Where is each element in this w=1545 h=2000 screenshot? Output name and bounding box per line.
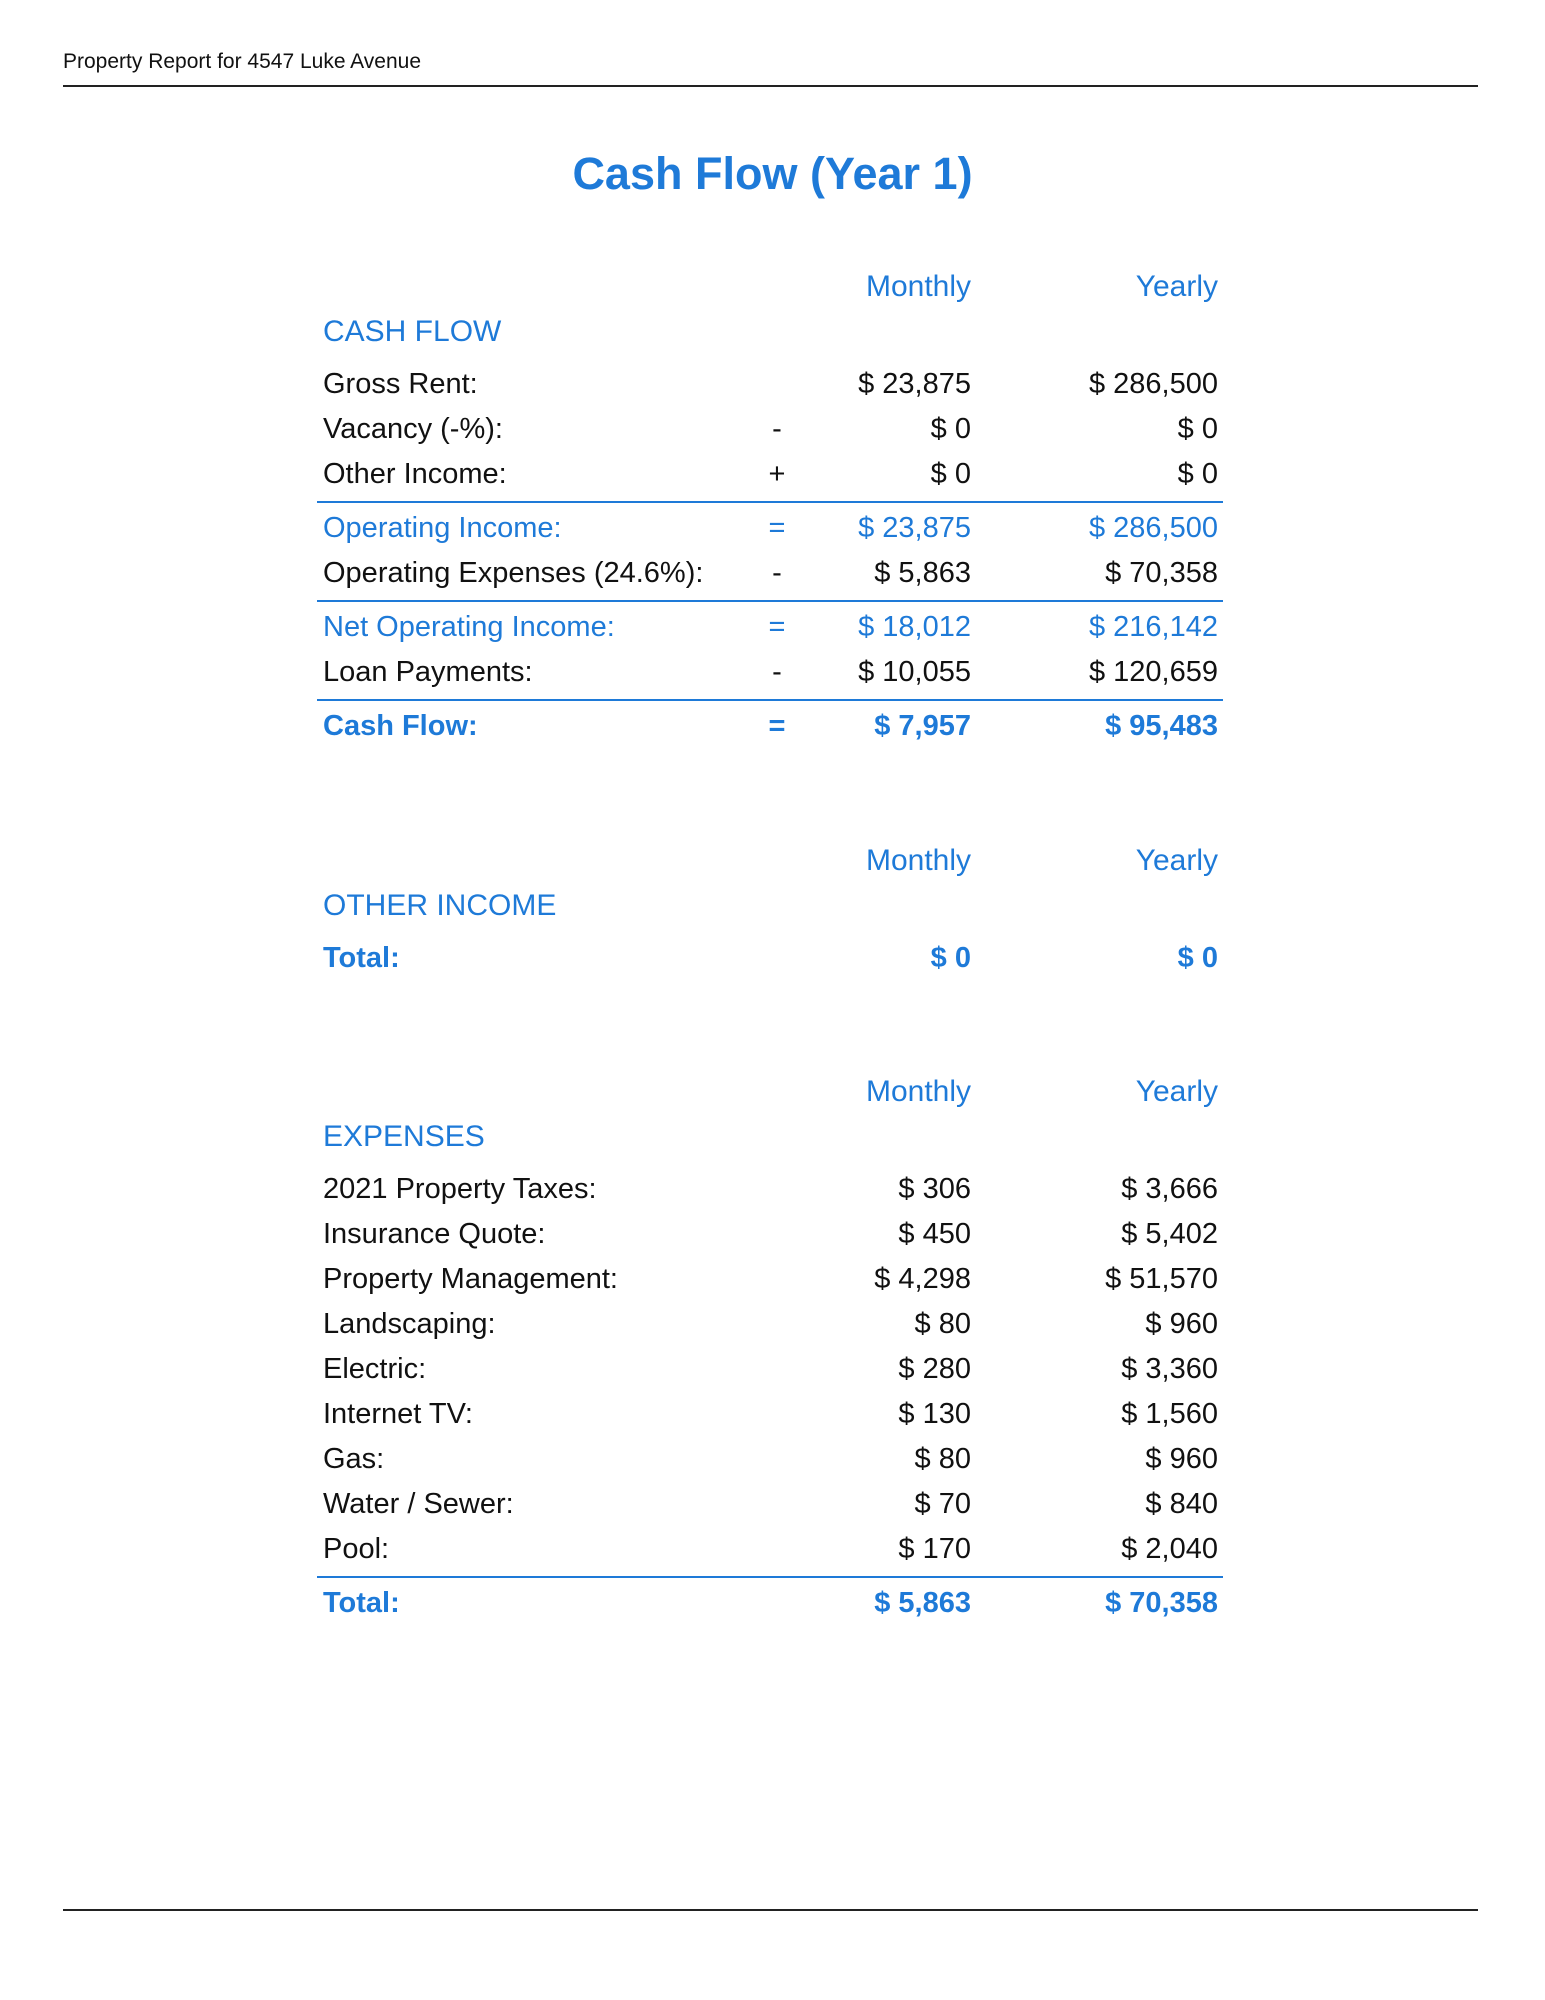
- row-operator: -: [772, 413, 782, 445]
- row-label: Gross Rent:: [323, 368, 478, 400]
- monthly-column-header: Monthly: [865, 844, 971, 877]
- yearly-value: $ 51,570: [1105, 1263, 1218, 1295]
- row-label: Insurance Quote:: [323, 1218, 546, 1250]
- monthly-value: $ 450: [898, 1218, 971, 1250]
- table-row: [317, 413, 1223, 453]
- monthly-value: $ 23,875: [858, 368, 971, 400]
- table-row: [317, 1353, 1223, 1393]
- table-row: [317, 557, 1223, 597]
- divider: [317, 600, 1223, 602]
- row-label: Landscaping:: [323, 1308, 496, 1340]
- row-label: 2021 Property Taxes:: [323, 1173, 597, 1205]
- yearly-value: $ 70,358: [1105, 1587, 1218, 1619]
- section-label: OTHER INCOME: [323, 889, 557, 922]
- page-title: Cash Flow (Year 1): [572, 148, 973, 199]
- table-row: [317, 1263, 1223, 1303]
- row-label: Cash Flow:: [323, 710, 478, 742]
- table-row: [317, 1488, 1223, 1528]
- monthly-value: $ 4,298: [874, 1263, 971, 1295]
- yearly-value: $ 120,659: [1088, 656, 1218, 688]
- yearly-value: $ 70,358: [1105, 557, 1218, 589]
- yearly-value: $ 1,560: [1121, 1398, 1218, 1430]
- monthly-value: $ 0: [930, 458, 971, 490]
- row-operator: =: [768, 611, 786, 643]
- row-label: Vacancy (-%):: [323, 413, 503, 445]
- row-label: Operating Expenses (24.6%):: [323, 557, 704, 589]
- yearly-column-header: Yearly: [1135, 270, 1218, 303]
- row-label: Total:: [323, 1587, 400, 1619]
- table-row: [317, 1533, 1223, 1573]
- row-operator: -: [772, 656, 782, 688]
- row-label: Water / Sewer:: [323, 1488, 514, 1520]
- other-income-total-row: [317, 942, 1223, 982]
- yearly-value: $ 0: [1177, 458, 1218, 490]
- row-label: Gas:: [323, 1443, 385, 1475]
- yearly-value: $ 286,500: [1088, 368, 1218, 400]
- divider: [317, 1576, 1223, 1578]
- monthly-value: $ 306: [898, 1173, 971, 1205]
- monthly-column-header: Monthly: [865, 270, 971, 303]
- table-row: [317, 1398, 1223, 1438]
- table-row: [317, 656, 1223, 696]
- monthly-column-header: Monthly: [865, 1075, 971, 1108]
- monthly-value: $ 70: [914, 1488, 971, 1520]
- row-operator: =: [768, 710, 786, 742]
- table-row: [317, 1173, 1223, 1213]
- header-rule: [63, 85, 1478, 87]
- row-operator: -: [772, 557, 782, 589]
- row-label: Pool:: [323, 1533, 390, 1565]
- divider: [317, 501, 1223, 503]
- monthly-value: $ 7,957: [874, 710, 971, 742]
- yearly-value: $ 3,360: [1121, 1353, 1218, 1385]
- monthly-value: $ 5,863: [874, 557, 971, 589]
- row-label: Property Management:: [323, 1263, 618, 1295]
- yearly-value: $ 840: [1145, 1488, 1218, 1520]
- monthly-value: $ 23,875: [858, 512, 971, 544]
- cash-flow-total-row: [317, 710, 1223, 750]
- divider: [317, 699, 1223, 701]
- table-row: [317, 512, 1223, 552]
- yearly-value: $ 0: [1177, 413, 1218, 445]
- row-operator: +: [768, 458, 786, 490]
- row-label: Electric:: [323, 1353, 427, 1385]
- section-label: CASH FLOW: [323, 315, 502, 348]
- page-header: Property Report for 4547 Luke Avenue: [63, 50, 422, 73]
- table-row: [317, 1308, 1223, 1348]
- yearly-value: $ 3,666: [1121, 1173, 1218, 1205]
- monthly-value: $ 280: [898, 1353, 971, 1385]
- monthly-value: $ 10,055: [858, 656, 971, 688]
- monthly-value: $ 170: [898, 1533, 971, 1565]
- table-row: [317, 368, 1223, 408]
- monthly-value: $ 0: [930, 413, 971, 445]
- monthly-value: $ 130: [898, 1398, 971, 1430]
- yearly-value: $ 0: [1177, 942, 1218, 974]
- yearly-value: $ 95,483: [1105, 710, 1218, 742]
- row-label: Other Income:: [323, 458, 507, 490]
- yearly-column-header: Yearly: [1135, 844, 1218, 877]
- row-operator: =: [768, 512, 786, 544]
- yearly-value: $ 960: [1145, 1443, 1218, 1475]
- monthly-value: $ 80: [914, 1308, 971, 1340]
- row-label: Operating Income:: [323, 512, 562, 544]
- yearly-value: $ 5,402: [1121, 1218, 1218, 1250]
- expenses-total-row: [317, 1587, 1223, 1627]
- yearly-column-header: Yearly: [1135, 1075, 1218, 1108]
- table-row: [317, 1218, 1223, 1258]
- yearly-value: $ 960: [1145, 1308, 1218, 1340]
- monthly-value: $ 0: [930, 942, 971, 974]
- row-label: Loan Payments:: [323, 656, 533, 688]
- table-row: [317, 458, 1223, 498]
- monthly-value: $ 18,012: [858, 611, 971, 643]
- table-row: [317, 1443, 1223, 1483]
- row-label: Total:: [323, 942, 400, 974]
- section-label: EXPENSES: [323, 1120, 485, 1153]
- footer-rule: [63, 1909, 1478, 1911]
- monthly-value: $ 5,863: [874, 1587, 971, 1619]
- row-label: Internet TV:: [323, 1398, 473, 1430]
- row-label: Net Operating Income:: [323, 611, 615, 643]
- monthly-value: $ 80: [914, 1443, 971, 1475]
- table-row: [317, 611, 1223, 651]
- yearly-value: $ 216,142: [1088, 611, 1218, 643]
- yearly-value: $ 286,500: [1088, 512, 1218, 544]
- yearly-value: $ 2,040: [1121, 1533, 1218, 1565]
